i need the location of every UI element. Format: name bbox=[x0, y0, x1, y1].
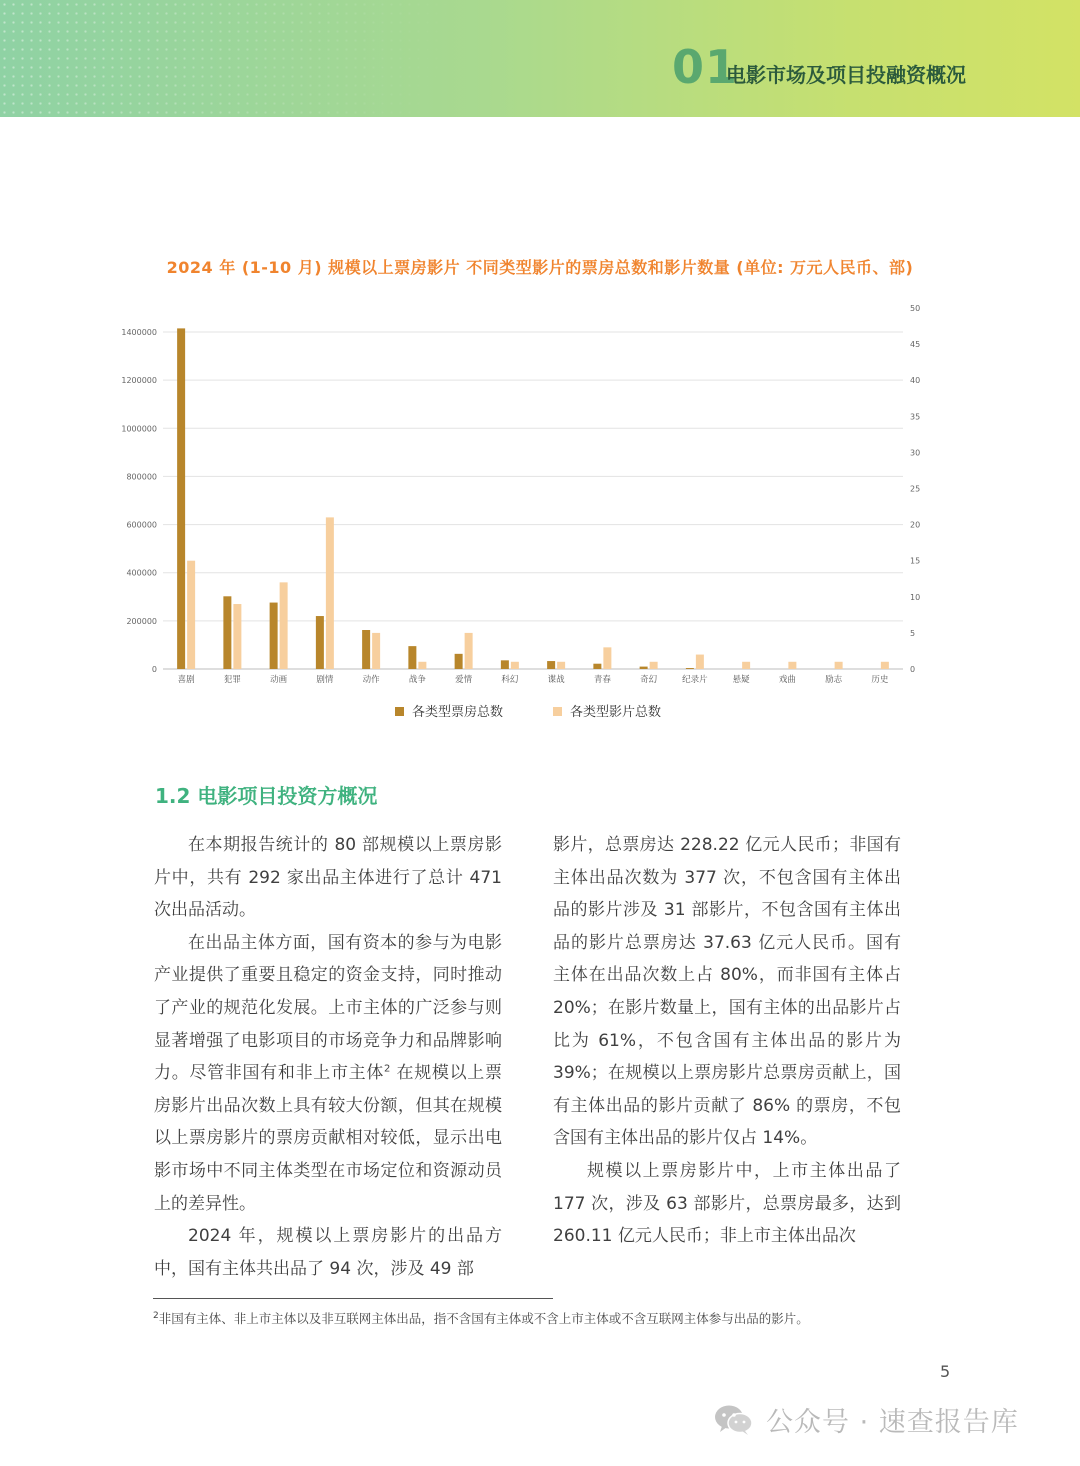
x-tick-label: 剧情 bbox=[316, 675, 334, 685]
chapter-number: 01 bbox=[672, 40, 739, 94]
bar-film-count bbox=[326, 517, 334, 669]
x-tick-label: 科幻 bbox=[501, 675, 519, 685]
bar-box-office bbox=[408, 646, 416, 669]
body-column-left bbox=[154, 829, 502, 1285]
y-right-tick-label: 30 bbox=[910, 448, 921, 458]
bar-box-office bbox=[455, 654, 463, 669]
y-left-tick-label: 1200000 bbox=[121, 376, 157, 386]
x-tick-label: 纪录片 bbox=[682, 675, 708, 685]
paragraph: 规模以上票房影片中，上市主体出品了 177 次，涉及 63 部影片，总票房最多，达到 260.11 亿元人民币；非上市主体出品次 bbox=[553, 1160, 901, 1247]
legend-label: 各类型影片总数 bbox=[570, 705, 662, 720]
bar-film-count bbox=[418, 662, 426, 669]
bar-film-count bbox=[233, 604, 241, 669]
y-right-tick-label: 10 bbox=[910, 592, 921, 602]
x-tick-label: 爱情 bbox=[455, 675, 473, 685]
y-right-tick-label: 45 bbox=[910, 340, 921, 350]
bar-film-count bbox=[835, 662, 843, 669]
bar-film-count bbox=[881, 662, 889, 669]
bar-film-count bbox=[742, 662, 750, 669]
bar-box-office bbox=[177, 328, 185, 669]
bar-box-office bbox=[223, 596, 231, 669]
y-left-tick-label: 1000000 bbox=[121, 424, 157, 434]
bar-film-count bbox=[511, 662, 519, 669]
paragraph: 在出品主体方面，国有资本的参与为电影产业提供了重要且稳定的资金支持，同时推动了产业的规范化发展。上市主体的广泛参与则显著增强了电影项目的市场竞争力和品牌影响力。尽管非国有和非上市主体$^2$ 在规模以上票房影片出品次数上具有较大份额，但其在规模以上票房影片的票房贡献相对较低，显示出电影市场中不同主体类型在市场定位和资源动员上的差异性。 bbox=[154, 932, 502, 1214]
y-left-tick-label: 400000 bbox=[126, 568, 157, 578]
y-right-tick-label: 25 bbox=[910, 484, 921, 494]
bar-film-count bbox=[603, 647, 611, 669]
legend-swatch bbox=[553, 707, 562, 716]
header-dot-pattern bbox=[0, 0, 520, 117]
y-left-tick-label: 800000 bbox=[126, 472, 157, 482]
x-tick-label: 犯罪 bbox=[223, 675, 241, 685]
x-tick-label: 奇幻 bbox=[640, 675, 658, 685]
bar-box-office bbox=[362, 630, 370, 669]
bar-film-count bbox=[465, 633, 473, 669]
x-tick-label: 青春 bbox=[593, 675, 611, 685]
x-tick-label: 动画 bbox=[270, 675, 288, 685]
bar-box-office bbox=[547, 661, 555, 669]
x-tick-label: 喜剧 bbox=[177, 675, 195, 685]
body-column-right bbox=[553, 829, 901, 1253]
y-right-tick-label: 15 bbox=[910, 556, 921, 566]
y-right-tick-label: 50 bbox=[910, 304, 921, 313]
bar-film-count bbox=[187, 561, 195, 669]
bar-box-office bbox=[270, 603, 278, 669]
y-left-tick-label: 1400000 bbox=[121, 328, 157, 337]
y-left-tick-label: 200000 bbox=[126, 616, 157, 626]
footnote-reference[interactable]: 2 bbox=[384, 1063, 391, 1075]
bar-chart bbox=[0, 290, 1080, 730]
watermark bbox=[714, 1400, 1019, 1439]
bar-film-count bbox=[696, 655, 704, 669]
paragraph: 影片，总票房达 228.22 亿元人民币；非国有主体出品次数为 377 次，不包含国有主体出品的影片涉及 31 部影片，不包含国有主体出品的影片总票房达 37.63 亿元人民币。国有主体在出品次数上占 80%，而非国有主体占 20%；在影片数量上，国有主体的出品影片占比为 61%，不包含国有主体出品的影片为 39%；在规模以上票房影片总票房贡献上，国有主体出品的影片贡献了 86% 的票房，不包含国有主体出品的影片仅占 14%。 bbox=[553, 835, 901, 1149]
footnote: $^2$非国有主体、非上市主体以及非互联网主体出品，指不含国有主体或不含上市主体或不含互联网主体参与出品的影片。 bbox=[153, 1310, 809, 1326]
x-tick-label: 历史 bbox=[871, 675, 889, 685]
bar-box-office bbox=[640, 667, 648, 669]
page-number: 5 bbox=[940, 1362, 951, 1381]
x-tick-label: 动作 bbox=[362, 675, 380, 685]
y-left-tick-label: 600000 bbox=[126, 520, 157, 530]
footnote-divider bbox=[153, 1298, 553, 1299]
section-heading: 1.2 电影项目投资方概况 bbox=[155, 784, 378, 808]
bar-box-office bbox=[593, 664, 601, 669]
y-right-tick-label: 5 bbox=[910, 628, 916, 638]
y-left-tick-label: 0 bbox=[151, 665, 157, 674]
bar-film-count bbox=[650, 662, 658, 669]
x-tick-label: 谍战 bbox=[547, 675, 565, 685]
bar-box-office bbox=[686, 668, 694, 669]
watermark-text: 公众号 · 速查报告库 bbox=[766, 1407, 1019, 1438]
bar-film-count bbox=[788, 662, 796, 669]
x-tick-label: 戏曲 bbox=[778, 675, 796, 685]
y-right-tick-label: 35 bbox=[910, 412, 921, 422]
legend-label: 各类型票房总数 bbox=[412, 705, 504, 720]
x-tick-label: 励志 bbox=[825, 675, 843, 685]
paragraph: 在本期报告统计的 80 部规模以上票房影片中，共有 292 家出品主体进行了总计 471 次出品活动。 bbox=[154, 835, 502, 921]
wechat-icon bbox=[714, 1403, 754, 1437]
chart-title: 2024 年 (1-10 月) 规模以上票房影片 不同类型影片的票房总数和影片数量 (单位: 万元人民币、部) bbox=[166, 258, 914, 277]
bar-film-count bbox=[557, 662, 565, 669]
chapter-title: 电影市场及项目投融资概况 bbox=[726, 63, 966, 87]
y-right-tick-label: 20 bbox=[910, 520, 921, 530]
y-right-tick-label: 0 bbox=[910, 665, 916, 674]
bar-film-count bbox=[372, 633, 380, 669]
x-tick-label: 悬疑 bbox=[732, 675, 750, 685]
paragraph: 2024 年，规模以上票房影片的出品方中，国有主体共出品了 94 次，涉及 49 部 bbox=[154, 1226, 502, 1279]
y-right-tick-label: 40 bbox=[910, 376, 921, 386]
header-band bbox=[0, 0, 1080, 117]
bar-film-count bbox=[280, 582, 288, 669]
x-tick-label: 战争 bbox=[408, 675, 426, 685]
bar-box-office bbox=[316, 616, 324, 669]
legend-swatch bbox=[395, 707, 404, 716]
bar-box-office bbox=[501, 660, 509, 669]
